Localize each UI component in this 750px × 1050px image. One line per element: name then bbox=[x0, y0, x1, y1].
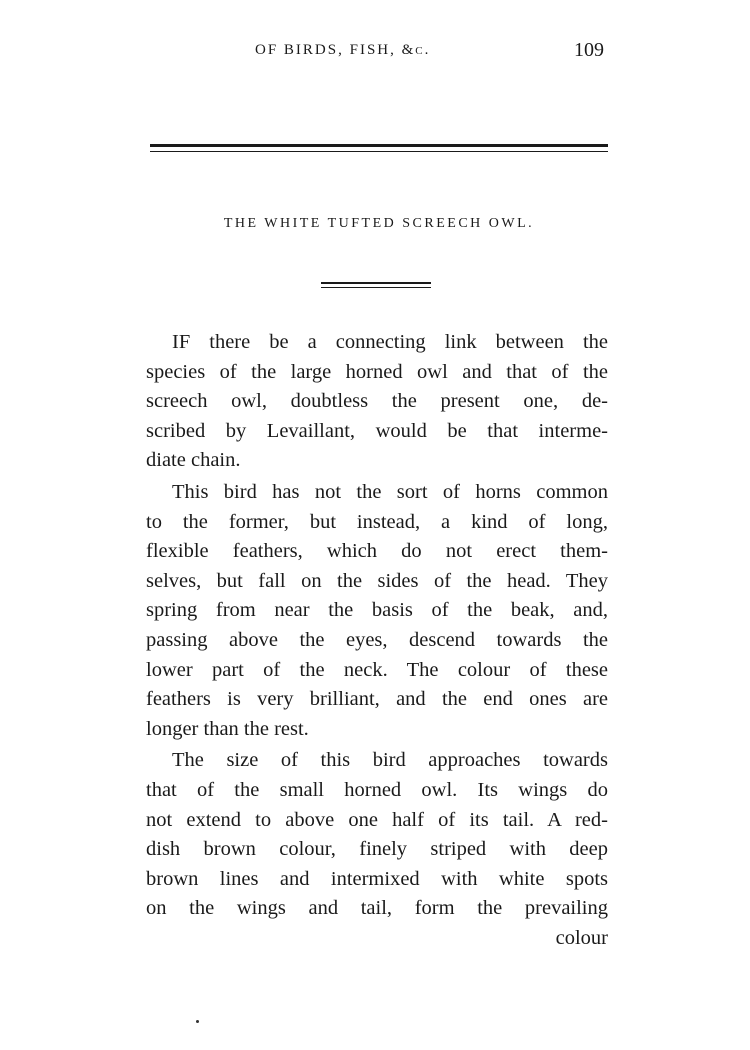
title-ornament-rule bbox=[321, 282, 431, 289]
rule-thin-line bbox=[321, 287, 431, 288]
text-line: diate chain. bbox=[146, 449, 241, 472]
rule-thin-line bbox=[150, 151, 608, 152]
text-line: on the wings and tail, form the prevailing bbox=[146, 897, 608, 920]
text-line: selves, but fall on the sides of the head. They bbox=[146, 569, 608, 592]
text-line: not extend to above one half of its tail. A red- bbox=[146, 808, 608, 831]
text-line: feathers is very brilliant, and the end ones are bbox=[146, 688, 608, 711]
text-line: species of the large horned owl and that of the bbox=[146, 360, 608, 383]
text-line: spring from near the basis of the beak, and, bbox=[146, 599, 608, 622]
text-line: longer than the rest. bbox=[146, 717, 309, 740]
chapter-title: THE WHITE TUFTED SCREECH OWL. bbox=[223, 216, 535, 231]
body-text bbox=[146, 328, 608, 953]
text-line: flexible feathers, which do not erect them- bbox=[146, 540, 608, 563]
text-line: IF there be a connecting link between the bbox=[172, 331, 608, 353]
text-line: to the former, but instead, a kind of long, bbox=[146, 510, 608, 533]
text-line: lower part of the neck. The colour of these bbox=[146, 658, 608, 681]
page-number: 109 bbox=[574, 39, 604, 61]
paragraph-1 bbox=[146, 328, 608, 476]
paragraph-3 bbox=[146, 746, 608, 924]
catchword: colour bbox=[555, 926, 608, 949]
text-line: that of the small horned owl. Its wings do bbox=[146, 778, 608, 801]
text-line: The size of this bird approaches towards bbox=[172, 749, 608, 772]
text-line: dish brown colour, finely striped with deep bbox=[146, 838, 608, 861]
text-line: brown lines and intermixed with white spots bbox=[146, 867, 608, 890]
rule-thick-line bbox=[321, 282, 431, 284]
rule-thick-line bbox=[150, 144, 608, 147]
paragraph-2 bbox=[146, 478, 608, 744]
text-line: screech owl, doubtless the present one, de- bbox=[146, 390, 608, 413]
ink-speck bbox=[196, 1020, 199, 1023]
running-title: OF BIRDS, FISH, &c. bbox=[255, 42, 431, 58]
text-line: scribed by Levaillant, would be that interme- bbox=[146, 419, 608, 442]
text-line: passing above the eyes, descend towards the bbox=[146, 628, 608, 651]
text-line: This bird has not the sort of horns common bbox=[172, 480, 608, 503]
header-double-rule bbox=[150, 144, 608, 153]
running-head bbox=[150, 39, 608, 72]
